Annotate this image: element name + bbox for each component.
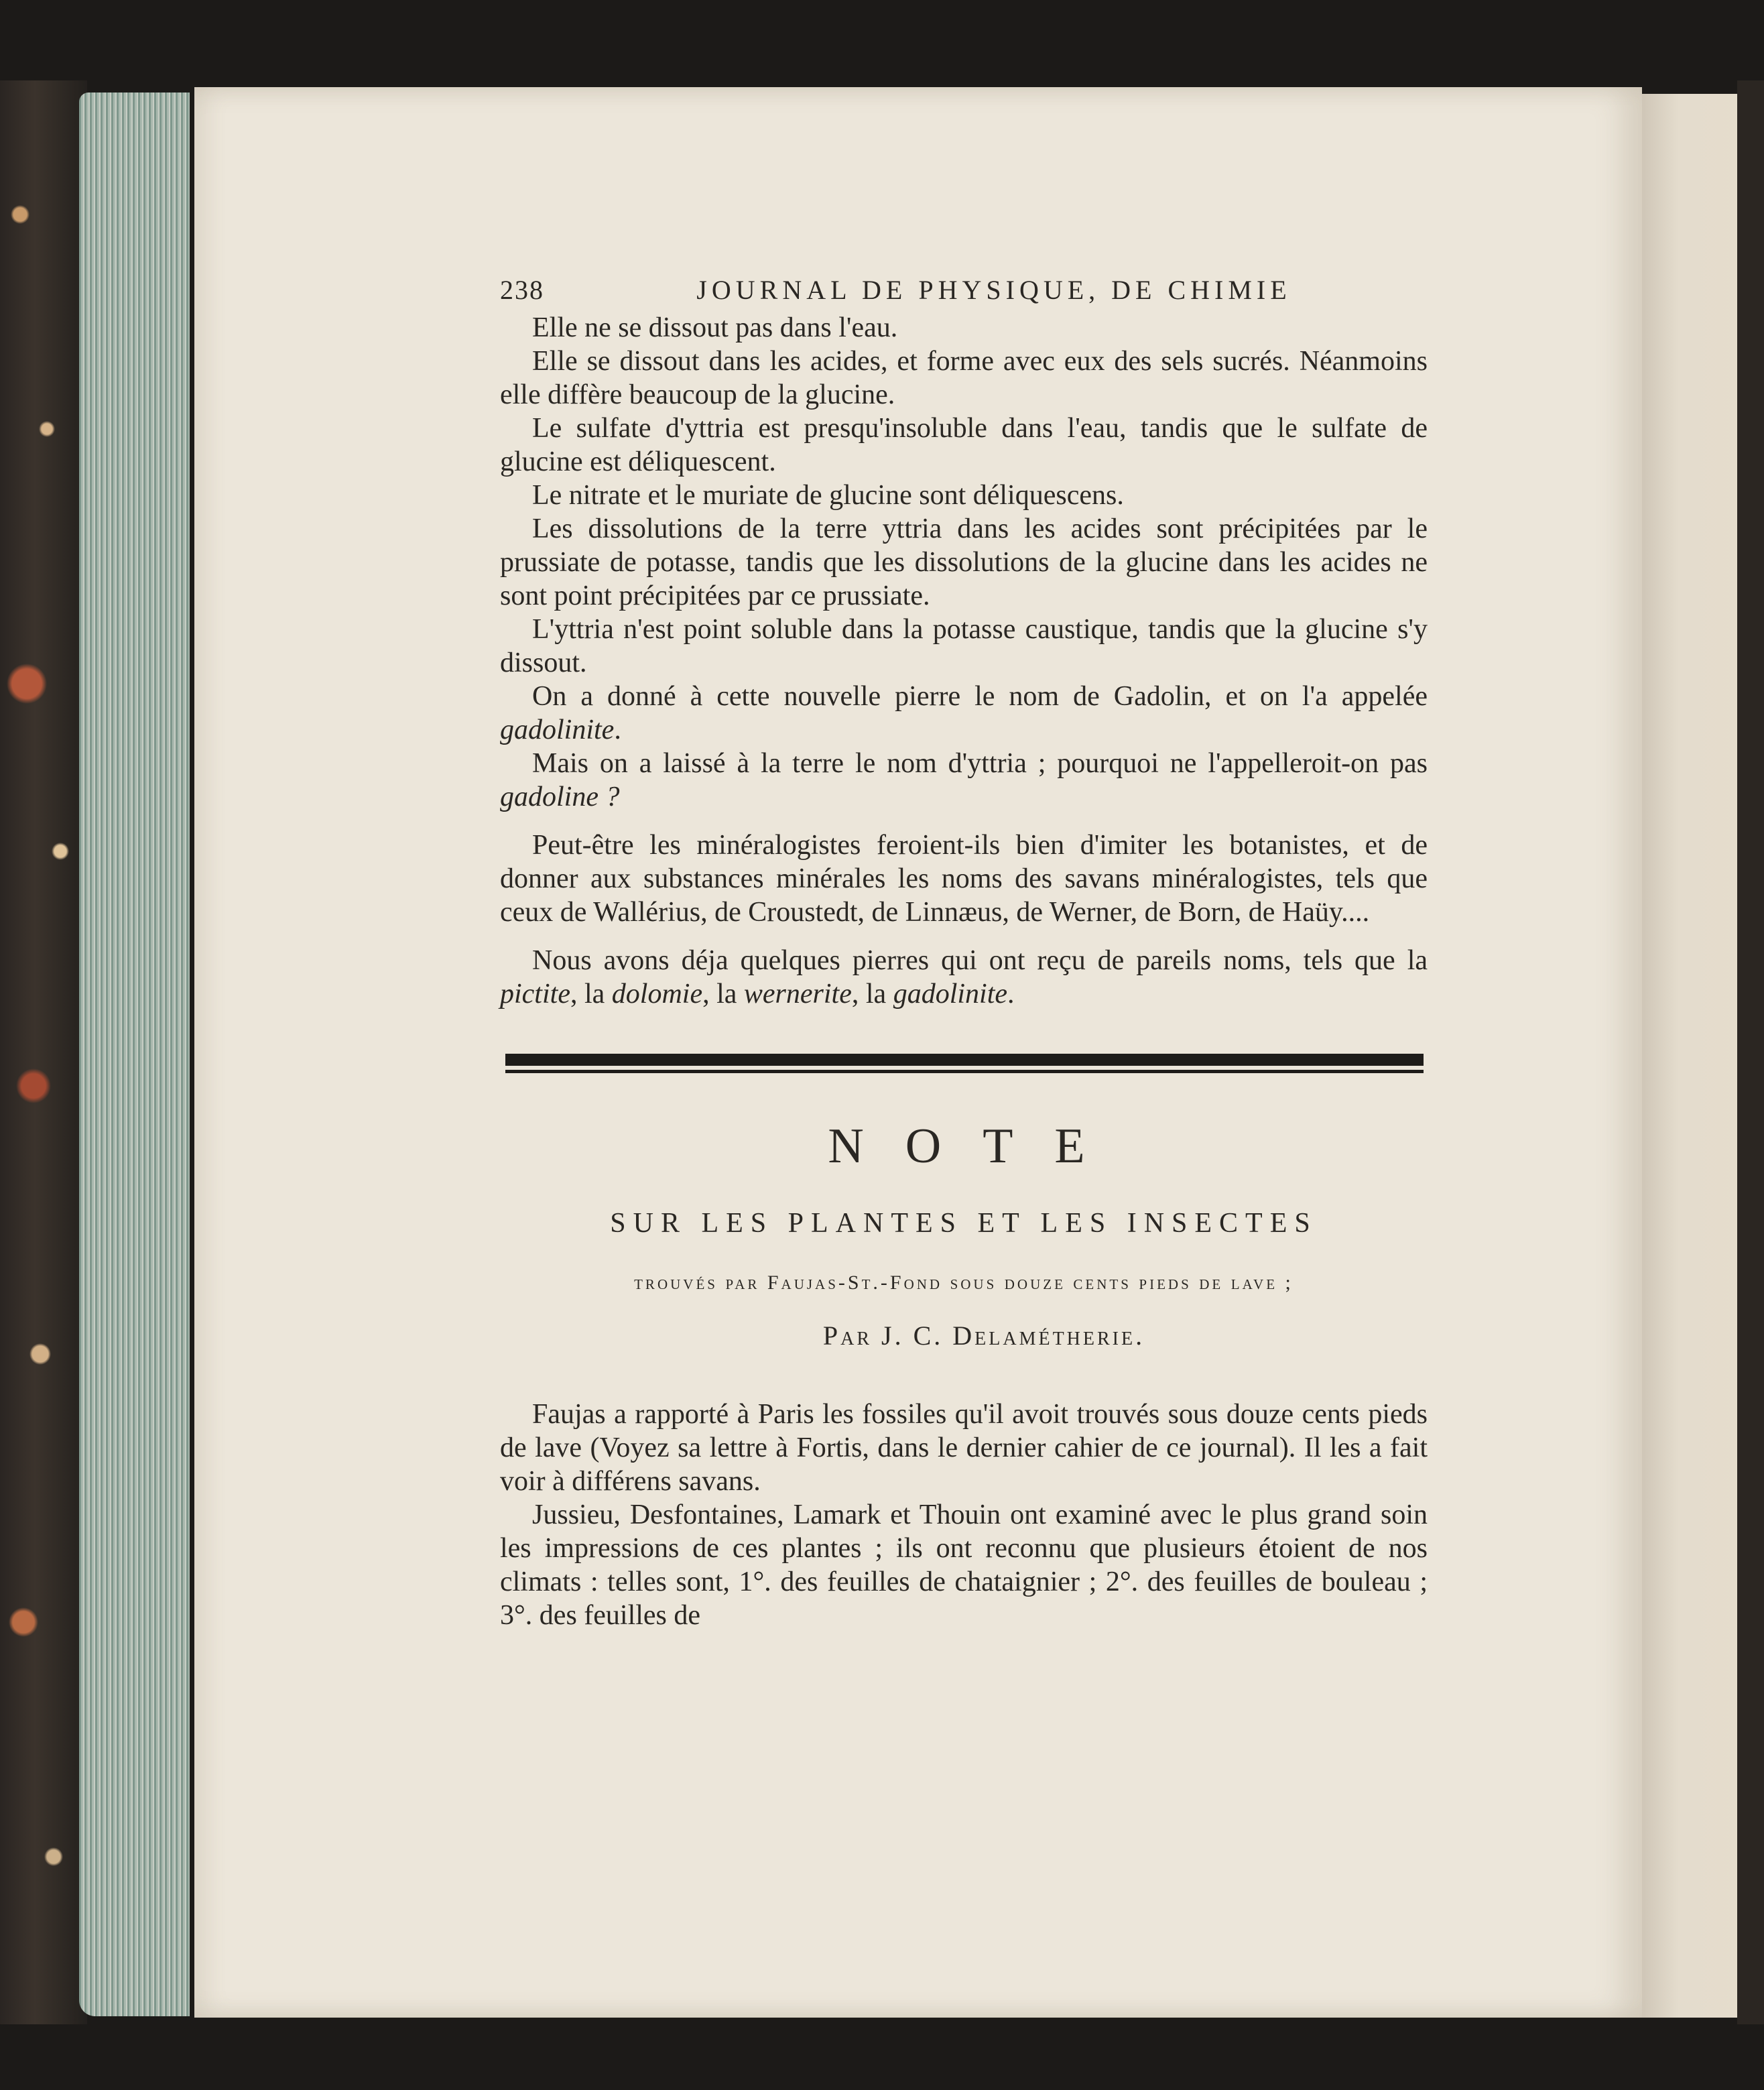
paragraph: Elle ne se dissout pas dans l'eau. bbox=[532, 312, 898, 343]
paragraph: Les dissolutions de la terre yttria dans les acides sont précipitées par le prussiate de potasse, tandis que les dissolutions de la glucine dans les acides ne sont point précipitées par ce prussiate. bbox=[500, 513, 1428, 611]
book-cover-left bbox=[0, 80, 87, 2024]
page-number: 238 bbox=[500, 275, 544, 305]
text-run: , la bbox=[570, 979, 612, 1009]
mineral-name: dolomie bbox=[611, 979, 703, 1009]
note-subtitle: SUR LES PLANTES ET LES INSECTES bbox=[610, 1208, 1318, 1239]
book-cover-right bbox=[1737, 80, 1764, 2024]
section-note-body bbox=[500, 1398, 1428, 1632]
paragraph: Le sulfate d'yttria est presqu'insoluble dans l'eau, tandis que le sulfate de glucine est déliquescent. bbox=[500, 413, 1428, 477]
paragraph: Le nitrate et le muriate de glucine sont déliquescens. bbox=[532, 480, 1124, 511]
mineral-name: gadoline ? bbox=[500, 782, 620, 812]
note-subtitle-secondary: trouvés par Faujas-St.-Fond sous douze cents pieds de lave ; bbox=[634, 1272, 1294, 1294]
mineral-name: wernerite bbox=[743, 979, 852, 1009]
author-byline: Par J. C. Delamétherie. bbox=[822, 1320, 1145, 1351]
paragraph bbox=[500, 944, 1428, 1011]
mineral-name: gadolinite bbox=[893, 979, 1008, 1009]
text-run: . bbox=[1007, 979, 1015, 1009]
page-edges bbox=[79, 93, 190, 2016]
paragraph bbox=[500, 747, 1428, 814]
running-head bbox=[500, 273, 1428, 311]
paragraph: L'yttria n'est point soluble dans la potasse caustique, tandis que la glucine s'y dissout. bbox=[500, 614, 1428, 678]
section-divider bbox=[505, 1054, 1424, 1073]
paragraph: Jussieu, Desfontaines, Lamark et Thouin ont examiné avec le plus grand soin les impressions de ces plantes ; ils ont reconnu que plusieurs étoient de nos climats : telles sont, 1°. des feuilles de chataignier ; 2°. des feuilles de bouleau ; 3°. des feuilles de bbox=[500, 1499, 1428, 1631]
mineral-name: gadolinite bbox=[500, 715, 615, 745]
text-run: Nous avons déja quelques pierres qui ont reçu de pareils noms, tels que la bbox=[532, 945, 1428, 976]
paragraph: Peut-être les minéralogistes feroient-ils bien d'imiter les botanistes, et de donner aux substances minérales les noms des savans minéralogistes, tels que ceux de Wallérius, de Croustedt, de Linnæus, de Werner, de Born, de Haüy.... bbox=[500, 830, 1428, 928]
text-run: , la bbox=[851, 979, 893, 1009]
paragraph-gap bbox=[500, 929, 1428, 944]
note-title: NOTE bbox=[828, 1119, 1127, 1174]
paragraph bbox=[500, 680, 1428, 747]
mineral-name: pictite bbox=[500, 979, 570, 1009]
paragraph: Faujas a rapporté à Paris les fossiles qu'il avoit trouvés sous douze cents pieds de lave (Voyez sa lettre à Fortis, dans le dernier cahier de ce journal). Il les a fait voir à différens savans. bbox=[500, 1399, 1428, 1497]
divider-thin-rule bbox=[505, 1070, 1424, 1073]
page-content bbox=[500, 273, 1428, 1632]
section-chemistry bbox=[500, 311, 1428, 1011]
text-run: On a donné à cette nouvelle pierre le nom de Gadolin, et on l'a appelée bbox=[532, 681, 1428, 712]
text-run: . bbox=[614, 715, 621, 745]
running-title: JOURNAL DE PHYSIQUE, DE CHIMIE bbox=[696, 275, 1292, 305]
paragraph: Elle se dissout dans les acides, et forme avec eux des sels sucrés. Néanmoins elle diffère beaucoup de la glucine. bbox=[500, 346, 1428, 410]
divider-thick-rule bbox=[505, 1054, 1424, 1066]
paragraph-gap bbox=[500, 814, 1428, 828]
text-run: Mais on a laissé à la terre le nom d'yttria ; pourquoi ne l'appelleroit-on pas bbox=[532, 748, 1428, 779]
text-run: , la bbox=[702, 979, 744, 1009]
